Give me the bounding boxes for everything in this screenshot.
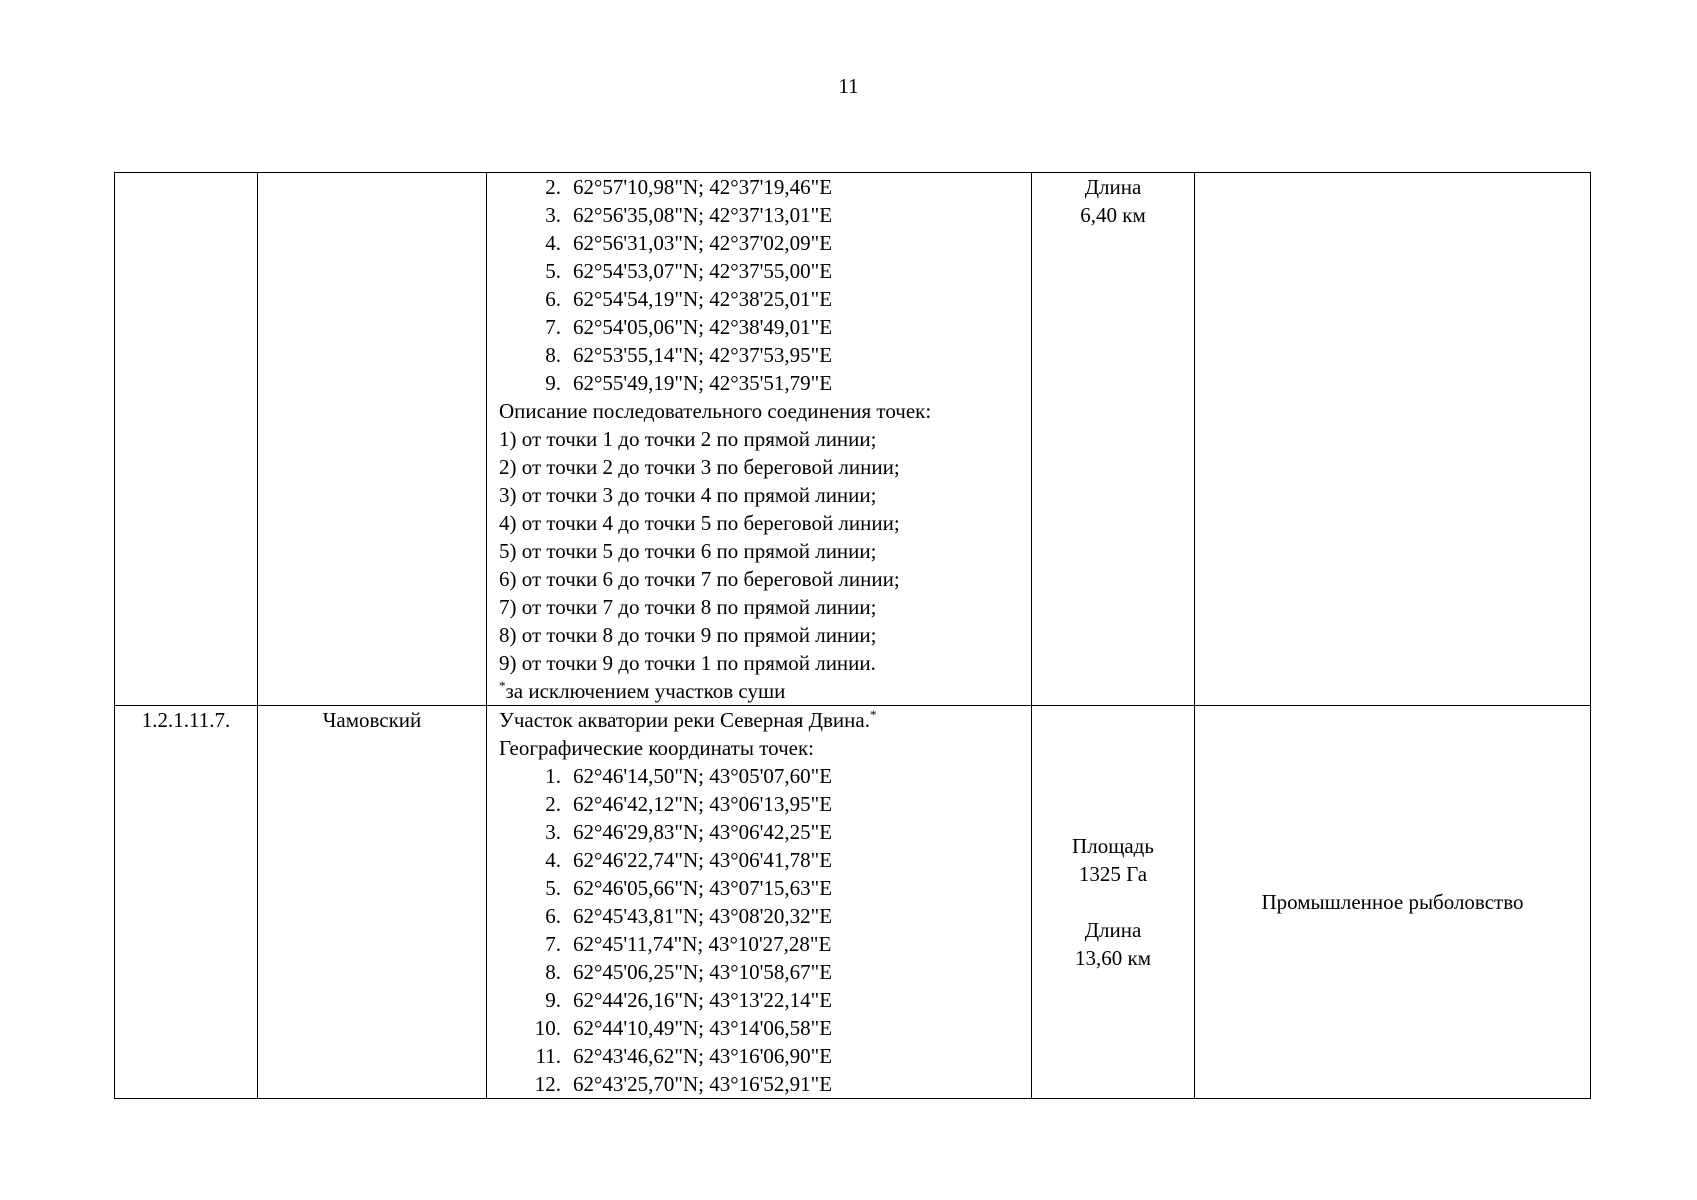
coordinate-number: 5. xyxy=(545,259,561,283)
area-title-text: Участок акватории реки Северная Двина. xyxy=(499,708,870,732)
coordinate-number: 2. xyxy=(545,792,561,816)
length-value: 6,40 км xyxy=(1080,203,1146,227)
connection-title: Описание последовательного соединения точек: xyxy=(499,399,932,423)
coordinate-value: 62°43'25,70"N; 43°16'52,91"E xyxy=(573,1072,833,1096)
connection-item: 5) от точки 5 до точки 6 по прямой линии; xyxy=(499,539,877,563)
coordinate-value: 62°56'31,03"N; 42°37'02,09"E xyxy=(573,231,833,255)
table-row-chamovsky xyxy=(115,706,1591,1099)
coordinate-value: 62°46'14,50"N; 43°05'07,60"E xyxy=(573,764,833,788)
coordinate-list xyxy=(499,762,1031,1098)
coordinate-item xyxy=(519,762,1031,790)
coordinate-item xyxy=(519,173,1031,201)
page-number: 11 xyxy=(838,74,859,98)
length-value: 13,60 км xyxy=(1075,946,1151,970)
coordinate-item xyxy=(519,369,1031,397)
coordinate-item xyxy=(519,1070,1031,1098)
connection-item: 1) от точки 1 до точки 2 по прямой линии; xyxy=(499,427,877,451)
coordinate-number: 7. xyxy=(545,932,561,956)
row-description-cell xyxy=(487,173,1032,706)
coordinate-value: 62°44'10,49"N; 43°14'06,58"E xyxy=(573,1016,833,1040)
coordinate-item xyxy=(519,1014,1031,1042)
coordinate-number: 3. xyxy=(545,203,561,227)
row-description-cell xyxy=(487,706,1032,1099)
connection-item: 2) от точки 2 до точки 3 по береговой линии; xyxy=(499,455,900,479)
coords-title: Географические координаты точек: xyxy=(499,736,814,760)
connection-list xyxy=(499,425,1031,677)
coordinate-number: 10. xyxy=(534,1016,561,1040)
coordinate-number: 3. xyxy=(545,820,561,844)
coordinate-value: 62°46'42,12"N; 43°06'13,95"E xyxy=(573,792,833,816)
coordinate-list xyxy=(499,173,1031,397)
coordinate-item xyxy=(519,313,1031,341)
coordinate-value: 62°57'10,98"N; 42°37'19,46"E xyxy=(573,175,833,199)
table-row-continued xyxy=(115,173,1591,706)
footnote xyxy=(499,677,1031,705)
footnote-mark: * xyxy=(499,678,506,693)
coordinate-number: 6. xyxy=(545,904,561,928)
coordinate-item xyxy=(519,790,1031,818)
coordinate-item xyxy=(519,229,1031,257)
coordinate-value: 62°44'26,16"N; 43°13'22,14"E xyxy=(573,988,833,1012)
coordinate-value: 62°56'35,08"N; 42°37'13,01"E xyxy=(573,203,833,227)
coordinate-value: 62°54'53,07"N; 42°37'55,00"E xyxy=(573,259,833,283)
row-id-cell: 1.2.1.11.7. xyxy=(115,706,258,1099)
coordinate-item xyxy=(519,257,1031,285)
coordinate-number: 4. xyxy=(545,848,561,872)
connection-item: 9) от точки 9 до точки 1 по прямой линии. xyxy=(499,651,876,675)
row-id-cell xyxy=(115,173,258,706)
coordinate-value: 62°46'22,74"N; 43°06'41,78"E xyxy=(573,848,833,872)
coordinate-item xyxy=(519,341,1031,369)
coordinate-item xyxy=(519,285,1031,313)
coordinate-number: 2. xyxy=(545,175,561,199)
coordinate-value: 62°46'05,66"N; 43°07'15,63"E xyxy=(573,876,833,900)
row-use-cell xyxy=(1195,173,1591,706)
coordinate-item xyxy=(519,874,1031,902)
coordinate-number: 5. xyxy=(545,876,561,900)
coordinate-value: 62°45'11,74"N; 43°10'27,28"E xyxy=(573,932,832,956)
connection-item: 4) от точки 4 до точки 5 по береговой линии; xyxy=(499,511,900,535)
coordinate-value: 62°45'06,25"N; 43°10'58,67"E xyxy=(573,960,833,984)
connection-item: 7) от точки 7 до точки 8 по прямой линии; xyxy=(499,595,877,619)
coordinate-value: 62°43'46,62"N; 43°16'06,90"E xyxy=(573,1044,833,1068)
coordinate-number: 9. xyxy=(545,371,561,395)
length-label: Длина xyxy=(1084,918,1142,942)
coordinate-number: 9. xyxy=(545,988,561,1012)
connection-item: 6) от точки 6 до точки 7 по береговой линии; xyxy=(499,567,900,591)
row-measure-cell xyxy=(1032,706,1195,1099)
connection-item: 3) от точки 3 до точки 4 по прямой линии; xyxy=(499,483,877,507)
coordinate-value: 62°46'29,83"N; 43°06'42,25"E xyxy=(573,820,833,844)
coordinate-number: 1. xyxy=(545,764,561,788)
area-title-mark: * xyxy=(869,707,877,722)
coordinate-item xyxy=(519,818,1031,846)
coordinate-number: 8. xyxy=(545,960,561,984)
area-value: 1325 Га xyxy=(1078,862,1148,886)
coordinate-number: 8. xyxy=(545,343,561,367)
fishing-areas-table xyxy=(114,172,1591,1099)
coordinate-value: 62°45'43,81"N; 43°08'20,32"E xyxy=(573,904,833,928)
coordinate-number: 12. xyxy=(534,1072,561,1096)
coordinate-value: 62°55'49,19"N; 42°35'51,79"E xyxy=(573,371,833,395)
coordinate-number: 7. xyxy=(545,315,561,339)
area-title xyxy=(499,706,1031,734)
coordinate-value: 62°54'05,06"N; 42°38'49,01"E xyxy=(573,315,833,339)
coordinate-item xyxy=(519,958,1031,986)
coordinate-item xyxy=(519,930,1031,958)
row-name-cell: Чамовский xyxy=(258,706,487,1099)
coordinate-item xyxy=(519,1042,1031,1070)
footnote-text: за исключением участков суши xyxy=(505,679,786,703)
coordinate-item xyxy=(519,986,1031,1014)
coordinate-number: 6. xyxy=(545,287,561,311)
row-measure-cell xyxy=(1032,173,1195,706)
coordinate-item xyxy=(519,902,1031,930)
coordinate-value: 62°54'54,19"N; 42°38'25,01"E xyxy=(573,287,833,311)
coordinate-value: 62°53'55,14"N; 42°37'53,95"E xyxy=(573,343,833,367)
coordinate-number: 11. xyxy=(535,1044,561,1068)
measure-spacer xyxy=(1032,888,1194,916)
connection-item: 8) от точки 8 до точки 9 по прямой линии; xyxy=(499,623,877,647)
coordinate-number: 4. xyxy=(545,231,561,255)
row-name-cell xyxy=(258,173,487,706)
area-label: Площадь xyxy=(1072,834,1154,858)
length-label: Длина xyxy=(1084,175,1142,199)
coordinate-item xyxy=(519,846,1031,874)
row-use-cell: Промышленное рыболовство xyxy=(1195,706,1591,1099)
coordinate-item xyxy=(519,201,1031,229)
